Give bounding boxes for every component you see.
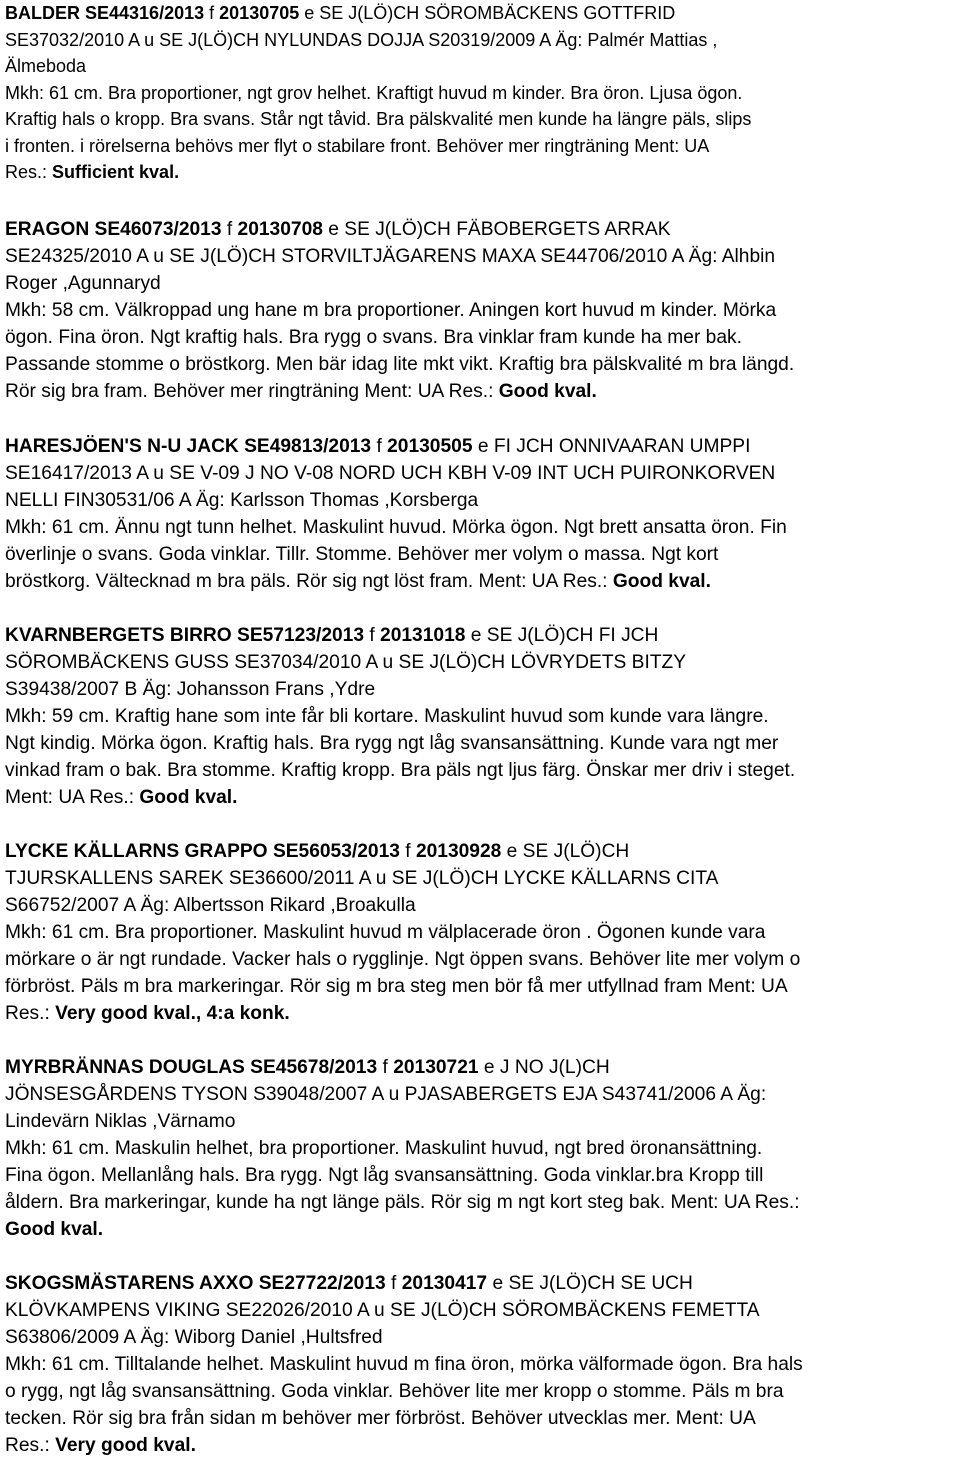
dog-entry bbox=[5, 622, 960, 811]
result-line bbox=[5, 378, 960, 405]
entry-text-line: Älmeboda bbox=[5, 56, 87, 76]
entry-text-line: vinkad fram o bak. Bra stomme. Kraftig kropp. Bra päls ngt ljus färg. Önskar mer driv i steget. bbox=[5, 759, 796, 781]
entry-text-line: KLÖVKAMPENS VIKING SE22026/2010 A u SE J(LÖ)CH SÖROMBÄCKENS FEMETTA bbox=[5, 1299, 760, 1321]
birth-date: 20130708 bbox=[237, 218, 323, 240]
dog-name-registration: SKOGSMÄSTARENS AXXO SE27722/2013 bbox=[5, 1272, 386, 1294]
entry-text-line: SE16417/2013 A u SE V-09 J NO V-08 NORD UCH KBH V-09 INT UCH PUIRONKORVEN bbox=[5, 462, 776, 484]
result-line bbox=[5, 159, 960, 186]
result-prefix: Res.: bbox=[5, 162, 48, 182]
parents-text: e SE J(LÖ)CH bbox=[506, 840, 630, 862]
entry-text-line: Mkh: 61 cm. Bra proportioner. Maskulint huvud m välplacerade öron . Ögonen kunde vara bbox=[5, 921, 766, 943]
birth-date: 20131018 bbox=[380, 624, 466, 646]
dog-entry bbox=[5, 0, 960, 186]
dog-name-registration: KVARNBERGETS BIRRO SE57123/2013 bbox=[5, 624, 365, 646]
entry-text-line: Ngt kindig. Mörka ögon. Kraftig hals. Bra rygg ngt låg svansansättning. Kunde vara ngt mer bbox=[5, 732, 779, 754]
result-value: Good kval. bbox=[612, 570, 711, 592]
result-prefix: Rör sig bra fram. Behöver mer ringträning Ment: UA Res.: bbox=[5, 380, 494, 402]
birth-prefix: f bbox=[391, 1272, 397, 1294]
entry-text-line: Mkh: 61 cm. Bra proportioner, ngt grov helhet. Kraftigt huvud m kinder. Bra öron. Ljusa ögon. bbox=[5, 82, 743, 103]
dog-name-registration: ERAGON SE46073/2013 bbox=[5, 218, 222, 240]
parents-text: e SE J(LÖ)CH SÖROMBÄCKENS GOTTFRID bbox=[304, 3, 676, 23]
birth-prefix: f bbox=[209, 3, 215, 23]
dog-name-registration: BALDER SE44316/2013 bbox=[5, 3, 205, 23]
result-value: Good kval. bbox=[139, 786, 238, 808]
result-value: Sufficient kval. bbox=[52, 162, 180, 182]
birth-prefix: f bbox=[382, 1056, 388, 1078]
entry-text-line: Mkh: 59 cm. Kraftig hane som inte får bli kortare. Maskulint huvud som kunde vara längre. bbox=[5, 705, 769, 727]
entry-text-line: Roger ,Agunnaryd bbox=[5, 272, 161, 294]
result-value: Good kval. bbox=[498, 380, 597, 402]
entry-header-line bbox=[5, 216, 960, 243]
birth-date: 20130705 bbox=[219, 3, 300, 23]
entry-text-line: Mkh: 61 cm. Ännu ngt tunn helhet. Maskulint huvud. Mörka ögon. Ngt brett ansatta öron. Fin bbox=[5, 516, 787, 538]
result-prefix: bröstkorg. Vältecknad m bra päls. Rör sig ngt löst fram. Ment: UA Res.: bbox=[5, 570, 608, 592]
entry-header-line bbox=[5, 1054, 960, 1081]
dog-name-registration: LYCKE KÄLLARNS GRAPPO SE56053/2013 bbox=[5, 840, 400, 862]
entry-text-line: Passande stomme o bröstkorg. Men bär idag lite mkt vikt. Kraftig bra pälskvalité m bra längd. bbox=[5, 353, 795, 375]
birth-prefix: f bbox=[405, 840, 411, 862]
entry-text-line: SE24325/2010 A u SE J(LÖ)CH STORVILTJÄGARENS MAXA SE44706/2010 A Äg: Alhbin bbox=[5, 245, 776, 267]
result-line bbox=[5, 1216, 960, 1243]
dog-entry bbox=[5, 216, 960, 405]
entry-header-line bbox=[5, 0, 960, 27]
birth-date: 20130928 bbox=[415, 840, 502, 862]
entry-text-line: S63806/2009 A Äg: Wiborg Daniel ,Hultsfred bbox=[5, 1326, 383, 1348]
entry-text-line: Mkh: 61 cm. Maskulin helhet, bra proportioner. Maskulint huvud, ngt bred öronansättning. bbox=[5, 1137, 763, 1159]
dog-name-registration: MYRBRÄNNAS DOUGLAS SE45678/2013 bbox=[5, 1056, 378, 1078]
entry-text-line: S39438/2007 B Äg: Johansson Frans ,Ydre bbox=[5, 678, 376, 700]
entry-text-line: överlinje o svans. Goda vinklar. Tillr. Stomme. Behöver mer volym o massa. Ngt kort bbox=[5, 543, 719, 565]
parents-text: e SE J(LÖ)CH FI JCH bbox=[470, 624, 659, 646]
entry-text-line: tecken. Rör sig bra från sidan m behöver mer förbröst. Behöver utvecklas mer. Ment: UA bbox=[5, 1407, 756, 1429]
entry-text-line: NELLI FIN30531/06 A Äg: Karlsson Thomas ,Korsberga bbox=[5, 489, 479, 511]
entry-text-line: Mkh: 61 cm. Tilltalande helhet. Maskulint huvud m fina öron, mörka välformade ögon. Bra hals bbox=[5, 1353, 803, 1375]
entry-text-line: förbröst. Päls m bra markeringar. Rör sig m bra steg men bör få mer utfyllnad fram Ment: UA bbox=[5, 975, 788, 997]
result-value: Good kval. bbox=[5, 1218, 104, 1240]
entry-text-line: mörkare o är ngt rundade. Vacker hals o rygglinje. Ngt öppen svans. Behöver lite mer volym o bbox=[5, 948, 801, 970]
entry-text-line: Mkh: 58 cm. Välkroppad ung hane m bra proportioner. Aningen kort huvud m kinder. Mörka bbox=[5, 299, 777, 321]
entry-text-line: JÖNSESGÅRDENS TYSON S39048/2007 A u PJASABERGETS EJA S43741/2006 A Äg: bbox=[5, 1083, 767, 1105]
parents-text: e SE J(LÖ)CH FÄBOBERGETS ARRAK bbox=[328, 218, 671, 240]
entry-text-line: SE37032/2010 A u SE J(LÖ)CH NYLUNDAS DOJJA S20319/2009 A Äg: Palmér Mattias , bbox=[5, 29, 718, 50]
result-line bbox=[5, 784, 960, 811]
entry-header-line bbox=[5, 622, 960, 649]
result-prefix: Res.: bbox=[5, 1002, 50, 1024]
entry-text-line: Lindevärn Niklas ,Värnamo bbox=[5, 1110, 236, 1132]
result-prefix: Ment: UA Res.: bbox=[5, 786, 135, 808]
entry-text-line: Kraftig hals o kropp. Bra svans. Står ngt tåvid. Bra pälskvalité men kunde ha längre päls, slips bbox=[5, 109, 752, 129]
entry-text-line: TJURSKALLENS SAREK SE36600/2011 A u SE J(LÖ)CH LYCKE KÄLLARNS CITA bbox=[5, 867, 719, 889]
entry-header-line bbox=[5, 1270, 960, 1297]
entry-text-line: S66752/2007 A Äg: Albertsson Rikard ,Broakulla bbox=[5, 894, 416, 916]
entry-text-line: i fronten. i rörelserna behövs mer flyt o stabilare front. Behöver mer ringträning Ment: UA bbox=[5, 135, 710, 156]
result-line bbox=[5, 568, 960, 595]
entry-text-line: o rygg, ngt låg svansansättning. Goda vinklar. Behöver lite mer kropp o stomme. Päls m bra bbox=[5, 1380, 784, 1402]
entry-text-line: SÖROMBÄCKENS GUSS SE37034/2010 A u SE J(LÖ)CH LÖVRYDETS BITZY bbox=[5, 651, 687, 673]
entry-text-line: ögon. Fina öron. Ngt kraftig hals. Bra rygg o svans. Bra vinklar fram kunde ha mer bak. bbox=[5, 326, 742, 348]
entry-header-line bbox=[5, 838, 960, 865]
birth-prefix: f bbox=[369, 624, 375, 646]
entry-text-line: åldern. Bra markeringar, kunde ha ngt länge päls. Rör sig m ngt kort steg bak. Ment: UA Res.: bbox=[5, 1191, 800, 1213]
birth-date: 20130505 bbox=[387, 435, 473, 457]
result-line bbox=[5, 1432, 960, 1459]
birth-date: 20130721 bbox=[393, 1056, 479, 1078]
dog-name-registration: HARESJÖEN'S N-U JACK SE49813/2013 bbox=[5, 435, 372, 457]
birth-prefix: f bbox=[226, 218, 233, 240]
entry-text-line: Fina ögon. Mellanlång hals. Bra rygg. Ngt låg svansansättning. Goda vinklar.bra Kropp till bbox=[5, 1164, 764, 1186]
result-line bbox=[5, 1000, 960, 1027]
parents-text: e J NO J(L)CH bbox=[483, 1056, 610, 1078]
dog-entry bbox=[5, 433, 960, 595]
result-value: Very good kval., 4:a konk. bbox=[55, 1002, 290, 1024]
dog-entry bbox=[5, 1054, 960, 1243]
dog-entry bbox=[5, 838, 960, 1027]
result-value: Very good kval. bbox=[55, 1434, 196, 1456]
result-prefix: Res.: bbox=[5, 1434, 50, 1456]
parents-text: e SE J(LÖ)CH SE UCH bbox=[492, 1272, 693, 1294]
birth-prefix: f bbox=[376, 435, 382, 457]
parents-text: e FI JCH ONNIVAARAN UMPPI bbox=[477, 435, 751, 457]
dog-entry bbox=[5, 1270, 960, 1459]
birth-date: 20130417 bbox=[401, 1272, 488, 1294]
entry-header-line bbox=[5, 433, 960, 460]
